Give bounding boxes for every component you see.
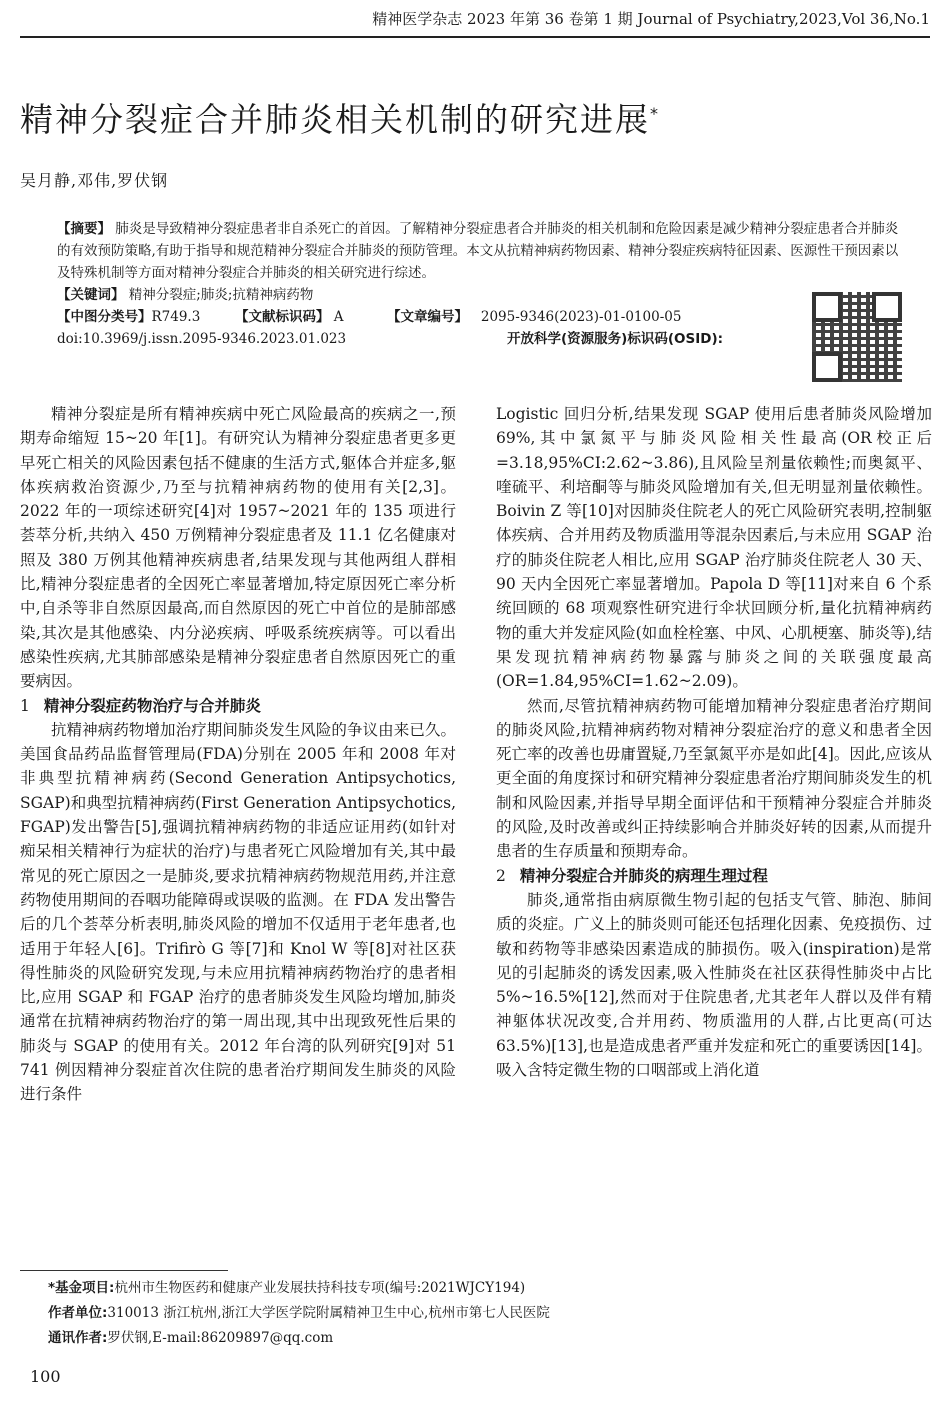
section-heading-1	[20, 694, 456, 718]
abstract-block	[57, 218, 902, 350]
section2-paragraph: 肺炎,通常指由病原微生物引起的包括支气管、肺泡、肺间质的炎症。广义上的肺炎则可能还包括理化因素、免疫损伤、过敏和药物等非感染因素造成的肺损伤。吸入(inspiration)是常见的引起肺炎的诱发因素,吸入性肺炎在社区获得性肺炎中占比 5%~16.5%[12],然而对于住院患者,尤其老年人群以及伴有精神躯体状况改变,合并用药、物质滥用的人群,占比更高(可达 63.5%)[13],也是造成患者严重并发症和死亡的重要诱因[14]。吸入含特定微生物的口咽部或上消化道	[496, 890, 932, 1080]
clc-label: 【中图分类号】	[57, 309, 152, 325]
keywords-text: 精神分裂症;肺炎;抗精神病药物	[128, 287, 314, 303]
doccode-label: 【文献标识码】	[235, 309, 330, 325]
article-number-label: 【文章编号】	[387, 309, 468, 325]
abstract-paragraph	[57, 218, 902, 284]
section-title-1: 精神分裂症药物治疗与合并肺炎	[43, 696, 261, 715]
section-number-1: 1	[20, 696, 30, 715]
classification-line	[57, 306, 902, 328]
footnotes	[48, 1276, 550, 1351]
affiliation-note	[48, 1301, 550, 1326]
doccode-value: A	[333, 309, 344, 325]
fund-note	[48, 1276, 550, 1301]
continued-paragraph: Logistic 回归分析,结果发现 SGAP 使用后患者肺炎风险增加 69%,其中氯氮平与肺炎风险相关性最高(OR校正后=3.18,95%CI:2.62~3.86),且风险呈剂量依赖性;而奥氮平、喹硫平、利培酮等与肺炎风险增加有关,但无明显剂量依赖性。Boivin Z 等[10]对因肺炎住院老人的死亡风险研究表明,控制躯体疾病、合并用药及物质滥用等混杂因素后,与未应用 SGAP 治疗的肺炎住院老人相比,应用 SGAP 治疗肺炎住院老人 30 天、90 天内全因死亡率显著增加。Papola D 等[11]对来自 6 个系统回顾的 68 项观察性研究进行伞状回顾分析,量化抗精神病药物的重大并发症风险(如血栓栓塞、中风、心肌梗塞、肺炎等),结果发现抗精神病药物暴露与肺炎之间的关联强度最高(OR=1.84,95%CI=1.62~2.09)。	[496, 405, 932, 691]
section1-paragraph: 抗精神病药物增加治疗期间肺炎发生风险的争议由来已久。美国食品药品监督管理局(FDA)分别在 2005 年和 2008 年对非典型抗精神病药(Second Generation Antipsychotics, SGAP)和典型抗精神病药(First Generation Antipsychotics, FGAP)发出警告[5],强调抗精神病药物的非适应证用药(如针对痴呆相关精神行为症状的治疗)与患者死亡风险增加有关,其中最常见的死亡原因之一是肺炎,要求抗精神病药物规范用药,并注意药物使用期间的吞咽功能障碍或误吸的监测。在 FDA 发出警告后的几个荟萃分析表明,肺炎风险的增加不仅适用于老年患者,也适用于年轻人[6]。Trifirò G 等[7]和 Knol W 等[8]对社区获得性肺炎的风险研究发现,与未应用抗精神病药物治疗的患者相比,应用 SGAP 和 FGAP 治疗的患者肺炎发生风险均增加,肺炎通常在抗精神病药物治疗的第一周出现,其中出现致死性后果的肺炎与 SGAP 的使用有关。2012 年台湾的队列研究[9]对 51 741 例因精神分裂症首次住院的患者治疗期间发生肺炎的风险进行条件	[20, 720, 456, 1104]
footnote-rule	[20, 1270, 228, 1271]
right-column	[496, 402, 932, 1082]
keywords-line	[57, 284, 902, 306]
article-number-value: 2095-9346(2023)-01-0100-05	[480, 309, 682, 325]
header-rule	[20, 36, 930, 38]
abstract-label: 【摘要】	[57, 221, 111, 237]
abstract-text: 肺炎是导致精神分裂症患者非自杀死亡的首因。了解精神分裂症患者合并肺炎的相关机制和危险因素是减少精神分裂症患者合并肺炎的有效预防策略,有助于指导和规范精神分裂症合并肺炎的预防管理。本文从抗精神病药物因素、精神分裂症疾病特征因素、医源性干预因素以及特殊机制等方面对精神分裂症合并肺炎的相关研究进行综述。	[57, 221, 899, 281]
osid-label: 开放科学(资源服务)标识码(OSID):	[507, 331, 724, 347]
left-column	[20, 402, 456, 1107]
authors: 吴月静,邓伟,罗伏钢	[20, 171, 169, 190]
clc-value: R749.3	[151, 309, 201, 325]
fund-text: 杭州市生物医药和健康产业发展扶持科技专项(编号:2021WJCY194)	[114, 1280, 526, 1296]
title-footnote-mark: *	[650, 104, 660, 123]
article-title	[20, 94, 660, 141]
clc-group	[57, 306, 200, 328]
fund-label: *基金项目:	[48, 1280, 115, 1296]
section-heading-2	[496, 864, 932, 888]
correspondence-note	[48, 1326, 550, 1351]
section-title-2: 精神分裂症合并肺炎的病理生理过程	[519, 866, 768, 885]
doi-line	[57, 328, 902, 350]
qr-finder	[812, 352, 842, 382]
section-number-2: 2	[496, 866, 506, 885]
keywords-label: 【关键词】	[57, 287, 125, 303]
doccode-group	[235, 306, 344, 328]
section1-closing-paragraph: 然而,尽管抗精神病药物可能增加精神分裂症患者治疗期间的肺炎风险,抗精神病药物对精神分裂症治疗的意义和患者全因死亡率的改善也毋庸置疑,乃至氯氮平亦是如此[4]。因此,应该从更全面的角度探讨和研究精神分裂症患者治疗期间肺炎发生的机制和风险因素,并指导早期全面评估和干预精神分裂症合并肺炎的风险,及时改善或纠正持续影响合并肺炎好转的因素,从而提升患者的生存质量和预期寿命。	[496, 696, 932, 861]
correspondence-text: 罗伏钢,E-mail:86209897@qq.com	[107, 1330, 334, 1346]
qr-code[interactable]	[812, 292, 902, 382]
intro-paragraph: 精神分裂症是所有精神疾病中死亡风险最高的疾病之一,预期寿命缩短 15~20 年[1]。有研究认为精神分裂症患者更多更早死亡相关的风险因素包括不健康的生活方式,躯体合并症多,躯体疾病救治资源少,乃至与抗精神病药物的使用有关[2,3]。2022 年的一项综述研究[4]对 1957~2021 年的 135 项进行荟萃分析,共纳入 450 万例精神分裂症患者及 11.1 亿名健康对照及 380 万例其他精神疾病患者,结果发现与其他两组人群相比,精神分裂症患者的全因死亡率显著增加,特定原因死亡率分析中,自杀等非自然原因最高,而自然原因的死亡中首位的是肺部感染,其次是其他感染、内分泌疾病、呼吸系统疾病等。可以看出感染性疾病,尤其肺部感染是精神分裂症患者自然原因死亡的重要病因。	[20, 405, 456, 691]
affiliation-text: 310013 浙江杭州,浙江大学医学院附属精神卫生中心,杭州市第七人民医院	[107, 1305, 550, 1321]
page-number: 100	[30, 1367, 61, 1386]
article-number-group	[387, 306, 681, 328]
correspondence-label: 通讯作者:	[48, 1330, 108, 1346]
title-text: 精神分裂症合并肺炎相关机制的研究进展	[20, 100, 650, 139]
affiliation-label: 作者单位:	[48, 1305, 108, 1321]
doi[interactable]: doi:10.3969/j.issn.2095-9346.2023.01.023	[57, 331, 347, 347]
running-head: 精神医学杂志 2023 年第 36 卷第 1 期 Journal of Psychiatry,2023,Vol 36,No.1	[372, 10, 930, 28]
